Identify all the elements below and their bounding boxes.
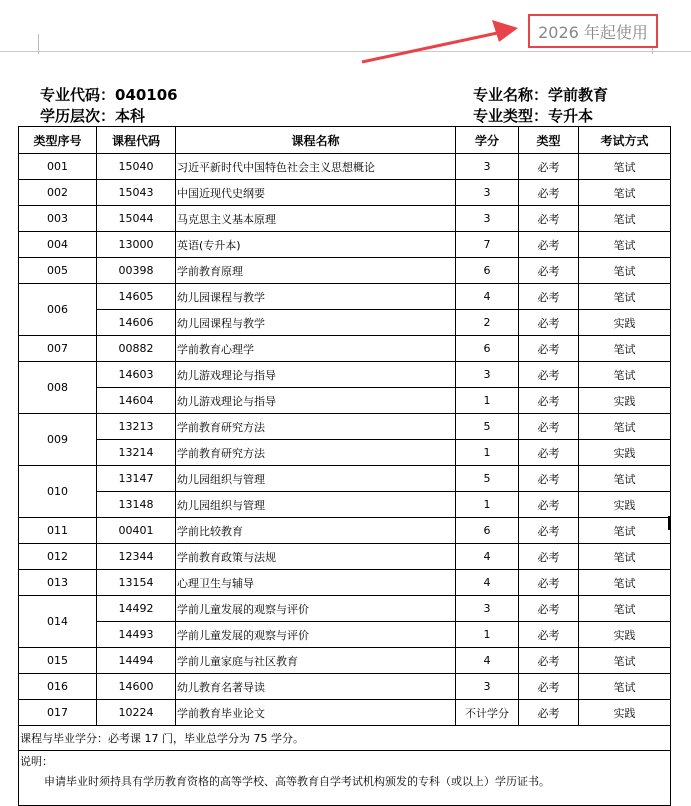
col-header-exam: 考试方式 bbox=[579, 127, 671, 154]
cell-exam: 笔试 bbox=[579, 336, 671, 362]
cell-type: 必考 bbox=[519, 700, 579, 726]
cell-type: 必考 bbox=[519, 310, 579, 336]
cell-type: 必考 bbox=[519, 492, 579, 518]
cell-credit: 1 bbox=[456, 492, 519, 518]
cell-name: 心理卫生与辅导 bbox=[176, 570, 456, 596]
col-header-credit: 学分 bbox=[456, 127, 519, 154]
table-row bbox=[19, 648, 671, 674]
cell-code: 14600 bbox=[97, 674, 176, 700]
cell-code: 14606 bbox=[97, 310, 176, 336]
cell-exam: 实践 bbox=[579, 622, 671, 648]
text-cursor-marker bbox=[668, 516, 671, 530]
cell-credit: 5 bbox=[456, 466, 519, 492]
table-row bbox=[19, 518, 671, 544]
note-title: 说明： bbox=[20, 755, 53, 768]
cell-credit: 3 bbox=[456, 596, 519, 622]
cell-code: 15044 bbox=[97, 206, 176, 232]
cell-seq: 013 bbox=[19, 570, 97, 596]
table-row bbox=[19, 388, 671, 414]
table-row bbox=[19, 310, 671, 336]
cell-type: 必考 bbox=[519, 414, 579, 440]
cell-exam: 实践 bbox=[579, 440, 671, 466]
cell-name: 幼儿园组织与管理 bbox=[176, 492, 456, 518]
cell-exam: 笔试 bbox=[579, 362, 671, 388]
cell-credit: 6 bbox=[456, 258, 519, 284]
cell-type: 必考 bbox=[519, 518, 579, 544]
cell-type: 必考 bbox=[519, 154, 579, 180]
cell-seq: 017 bbox=[19, 700, 97, 726]
cell-seq: 001 bbox=[19, 154, 97, 180]
cell-seq: 016 bbox=[19, 674, 97, 700]
cell-name: 幼儿园课程与教学 bbox=[176, 284, 456, 310]
cell-exam: 笔试 bbox=[579, 544, 671, 570]
cell-exam: 笔试 bbox=[579, 206, 671, 232]
cell-name: 学前教育研究方法 bbox=[176, 440, 456, 466]
cell-seq: 011 bbox=[19, 518, 97, 544]
cell-name: 幼儿游戏理论与指导 bbox=[176, 362, 456, 388]
cell-credit: 3 bbox=[456, 206, 519, 232]
education-level: 学历层次：本科 bbox=[40, 107, 146, 125]
table-row bbox=[19, 414, 671, 440]
table-header-row bbox=[19, 127, 671, 154]
cell-credit: 1 bbox=[456, 388, 519, 414]
cell-type: 必考 bbox=[519, 206, 579, 232]
cell-seq: 014 bbox=[19, 596, 97, 648]
cell-type: 必考 bbox=[519, 570, 579, 596]
cell-name: 学前教育心理学 bbox=[176, 336, 456, 362]
cell-type: 必考 bbox=[519, 284, 579, 310]
cell-seq: 002 bbox=[19, 180, 97, 206]
cell-type: 必考 bbox=[519, 648, 579, 674]
cell-name: 习近平新时代中国特色社会主义思想概论 bbox=[176, 154, 456, 180]
cell-credit: 不计学分 bbox=[456, 700, 519, 726]
cell-credit: 4 bbox=[456, 648, 519, 674]
cell-credit: 6 bbox=[456, 336, 519, 362]
col-header-type: 类型 bbox=[519, 127, 579, 154]
cell-type: 必考 bbox=[519, 466, 579, 492]
cell-exam: 笔试 bbox=[579, 414, 671, 440]
cell-code: 13154 bbox=[97, 570, 176, 596]
cell-code: 14494 bbox=[97, 648, 176, 674]
cell-name: 学前教育原理 bbox=[176, 258, 456, 284]
table-row bbox=[19, 700, 671, 726]
cell-credit: 3 bbox=[456, 674, 519, 700]
major-code: 专业代码：040106 bbox=[40, 86, 178, 104]
cell-seq: 010 bbox=[19, 466, 97, 518]
cell-code: 14492 bbox=[97, 596, 176, 622]
col-header-seq: 类型序号 bbox=[19, 127, 97, 154]
summary-row bbox=[19, 726, 671, 751]
cell-name: 学前儿童家庭与社区教育 bbox=[176, 648, 456, 674]
cell-name: 学前儿童发展的观察与评价 bbox=[176, 596, 456, 622]
cell-type: 必考 bbox=[519, 336, 579, 362]
effective-year-stamp: 2026 年起使用 bbox=[528, 14, 658, 48]
cell-type: 必考 bbox=[519, 258, 579, 284]
cell-seq: 008 bbox=[19, 362, 97, 414]
cell-seq: 006 bbox=[19, 284, 97, 336]
cell-name: 中国近现代史纲要 bbox=[176, 180, 456, 206]
col-header-code: 课程代码 bbox=[97, 127, 176, 154]
cell-seq: 005 bbox=[19, 258, 97, 284]
cell-credit: 3 bbox=[456, 180, 519, 206]
cell-seq: 015 bbox=[19, 648, 97, 674]
cell-type: 必考 bbox=[519, 180, 579, 206]
credit-summary: 课程与毕业学分：必考课 17 门，毕业总学分为 75 学分。 bbox=[19, 726, 671, 751]
note-text: 申请毕业时须持具有学历教育资格的高等学校、高等教育自学考试机构颁发的专科（或以上）学历证书。 bbox=[44, 775, 550, 788]
cell-seq: 007 bbox=[19, 336, 97, 362]
cell-exam: 笔试 bbox=[579, 154, 671, 180]
cell-type: 必考 bbox=[519, 388, 579, 414]
cell-name: 幼儿园组织与管理 bbox=[176, 466, 456, 492]
major-type: 专业类型：专升本 bbox=[473, 107, 594, 125]
col-header-name: 课程名称 bbox=[176, 127, 456, 154]
cell-credit: 4 bbox=[456, 570, 519, 596]
course-table bbox=[18, 126, 671, 806]
table-row bbox=[19, 232, 671, 258]
cell-code: 10224 bbox=[97, 700, 176, 726]
table-row bbox=[19, 284, 671, 310]
cell-code: 14604 bbox=[97, 388, 176, 414]
cell-code: 13148 bbox=[97, 492, 176, 518]
cell-exam: 笔试 bbox=[579, 232, 671, 258]
table-row bbox=[19, 336, 671, 362]
cell-type: 必考 bbox=[519, 232, 579, 258]
cell-name: 英语(专升本) bbox=[176, 232, 456, 258]
cell-type: 必考 bbox=[519, 622, 579, 648]
cell-credit: 4 bbox=[456, 544, 519, 570]
cell-exam: 实践 bbox=[579, 492, 671, 518]
cell-seq: 003 bbox=[19, 206, 97, 232]
cell-type: 必考 bbox=[519, 544, 579, 570]
cell-seq: 004 bbox=[19, 232, 97, 258]
cell-code: 14603 bbox=[97, 362, 176, 388]
cell-exam: 笔试 bbox=[579, 596, 671, 622]
cell-exam: 实践 bbox=[579, 310, 671, 336]
cell-name: 马克思主义基本原理 bbox=[176, 206, 456, 232]
cell-type: 必考 bbox=[519, 362, 579, 388]
table-row bbox=[19, 466, 671, 492]
cell-credit: 2 bbox=[456, 310, 519, 336]
table-row bbox=[19, 154, 671, 180]
table-row bbox=[19, 570, 671, 596]
cell-exam: 笔试 bbox=[579, 258, 671, 284]
cell-name: 学前教育政策与法规 bbox=[176, 544, 456, 570]
table-row bbox=[19, 180, 671, 206]
cell-code: 13214 bbox=[97, 440, 176, 466]
table-row bbox=[19, 492, 671, 518]
cell-code: 12344 bbox=[97, 544, 176, 570]
cell-code: 00398 bbox=[97, 258, 176, 284]
cell-type: 必考 bbox=[519, 440, 579, 466]
table-row bbox=[19, 258, 671, 284]
cell-type: 必考 bbox=[519, 596, 579, 622]
cell-name: 学前教育研究方法 bbox=[176, 414, 456, 440]
cell-credit: 7 bbox=[456, 232, 519, 258]
note-row bbox=[19, 751, 671, 806]
cell-exam: 实践 bbox=[579, 700, 671, 726]
cell-code: 14493 bbox=[97, 622, 176, 648]
cell-exam: 实践 bbox=[579, 388, 671, 414]
table-row bbox=[19, 362, 671, 388]
cell-exam: 笔试 bbox=[579, 518, 671, 544]
cell-credit: 1 bbox=[456, 622, 519, 648]
cell-name: 学前教育毕业论文 bbox=[176, 700, 456, 726]
table-row bbox=[19, 440, 671, 466]
cell-name: 幼儿游戏理论与指导 bbox=[176, 388, 456, 414]
table-row bbox=[19, 622, 671, 648]
cell-exam: 笔试 bbox=[579, 466, 671, 492]
cell-name: 幼儿教育名著导读 bbox=[176, 674, 456, 700]
cell-exam: 笔试 bbox=[579, 648, 671, 674]
cell-credit: 3 bbox=[456, 154, 519, 180]
cell-name: 学前比较教育 bbox=[176, 518, 456, 544]
cell-exam: 笔试 bbox=[579, 570, 671, 596]
cell-code: 13147 bbox=[97, 466, 176, 492]
cell-name: 学前儿童发展的观察与评价 bbox=[176, 622, 456, 648]
cell-code: 13213 bbox=[97, 414, 176, 440]
cell-exam: 笔试 bbox=[579, 284, 671, 310]
cell-credit: 6 bbox=[456, 518, 519, 544]
cell-code: 00882 bbox=[97, 336, 176, 362]
cell-code: 14605 bbox=[97, 284, 176, 310]
table-row bbox=[19, 596, 671, 622]
cell-credit: 4 bbox=[456, 284, 519, 310]
cell-code: 15043 bbox=[97, 180, 176, 206]
table-row bbox=[19, 206, 671, 232]
cell-type: 必考 bbox=[519, 674, 579, 700]
cell-seq: 012 bbox=[19, 544, 97, 570]
table-row bbox=[19, 544, 671, 570]
cell-seq: 009 bbox=[19, 414, 97, 466]
cell-exam: 笔试 bbox=[579, 180, 671, 206]
cell-code: 00401 bbox=[97, 518, 176, 544]
cell-code: 15040 bbox=[97, 154, 176, 180]
cell-name: 幼儿园课程与教学 bbox=[176, 310, 456, 336]
note-cell bbox=[19, 751, 671, 806]
cell-code: 13000 bbox=[97, 232, 176, 258]
table-row bbox=[19, 674, 671, 700]
major-name: 专业名称：学前教育 bbox=[473, 86, 609, 104]
cell-credit: 5 bbox=[456, 414, 519, 440]
cell-exam: 笔试 bbox=[579, 674, 671, 700]
cell-credit: 1 bbox=[456, 440, 519, 466]
cell-credit: 3 bbox=[456, 362, 519, 388]
